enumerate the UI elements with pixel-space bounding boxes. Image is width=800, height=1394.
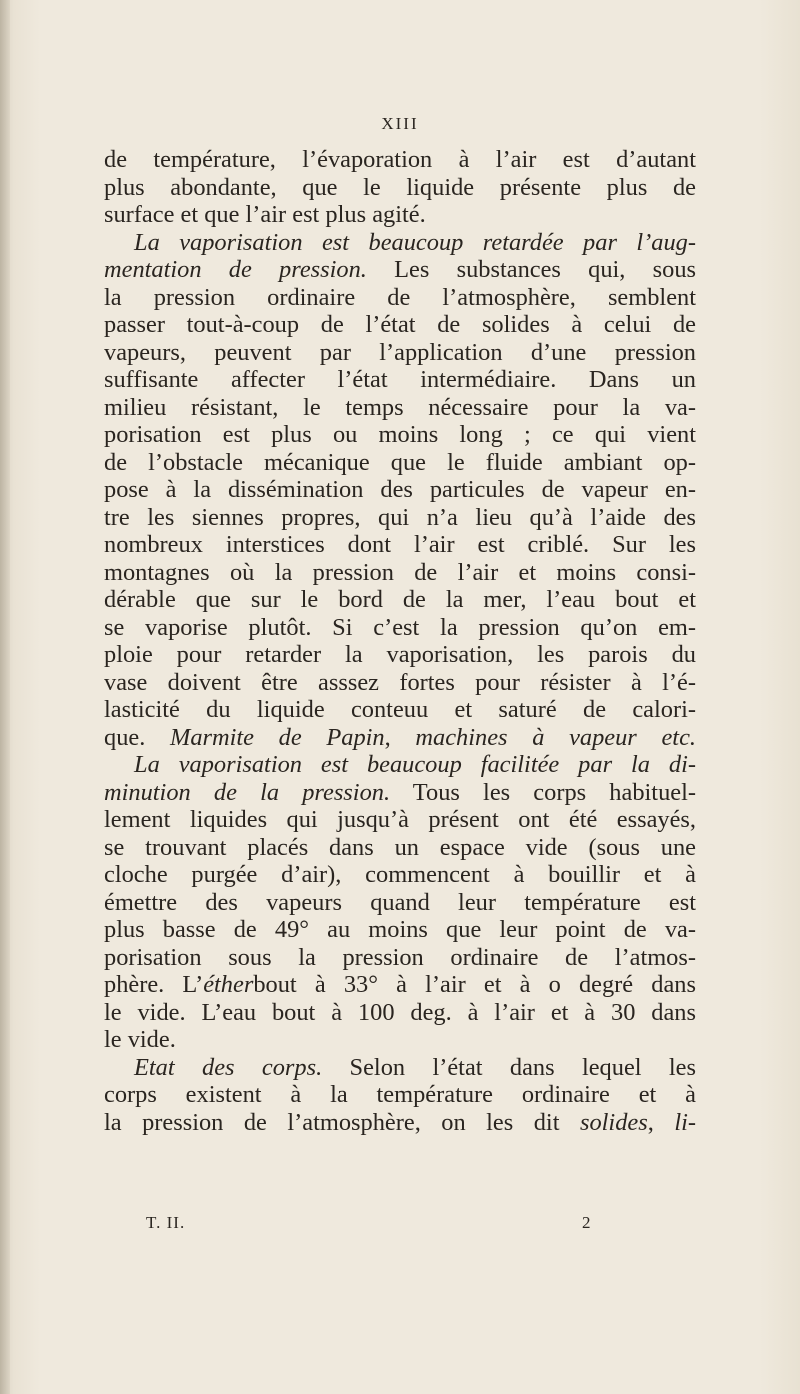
page-footer: [0, 1213, 800, 1237]
text-line: [104, 724, 696, 752]
section-heading-line: [104, 229, 696, 257]
text-line: [104, 256, 696, 284]
text-line: porisation est plus ou moins long ; ce qui vient: [104, 421, 696, 448]
text-line: [104, 779, 696, 807]
text-line: émettre des vapeurs quand leur température est: [104, 888, 696, 916]
text-line: le vide.: [104, 1026, 176, 1053]
text-run: que.: [104, 723, 170, 751]
text-run: bout à 33° à l’air et à o degré dans: [253, 971, 696, 998]
page-number: XIII: [381, 114, 419, 133]
text-line: vapeurs, peuvent par l’application d’une pression: [104, 338, 696, 366]
text-line: le vide. L’eau bout à 100 deg. à l’air et à 30 dans: [104, 998, 696, 1026]
text-line: tre les siennes propres, qui n’a lieu qu’à l’aide des: [104, 503, 696, 531]
text-line: se trouvant placés dans un espace vide (sous une: [104, 833, 696, 861]
text-line: dérable que sur le bord de la mer, l’eau bout et: [104, 586, 696, 613]
text-line: montagnes où la pression de l’air et moins consi-: [104, 558, 696, 586]
body-text: [104, 146, 696, 1136]
text-line: plus basse de 49° au moins que leur point de va-: [104, 916, 696, 943]
italic-term: solides: [579, 1108, 648, 1136]
text-line: porisation sous la pression ordinaire de l’atmos-: [104, 943, 696, 971]
text-line: surface et que l’air est plus agité.: [104, 201, 426, 228]
text-line: milieu résistant, le temps nécessaire pour la va-: [104, 393, 696, 421]
text-line: de température, l’évaporation à l’air est d’autant: [104, 146, 696, 173]
text-line: se vaporise plutôt. Si c’est la pression qu’on em-: [104, 613, 696, 641]
volume-marker: T. II.: [146, 1213, 186, 1232]
text-line: nombreux interstices dont l’air est criblé. Sur les: [104, 531, 696, 558]
text-line: plus abondante, que le liquide présente plus de: [104, 173, 696, 201]
text-line: lasticité du liquide conteuu et saturé de calori-: [104, 696, 696, 723]
text-run: Les substances qui, sous: [366, 256, 697, 283]
italic-term: li-: [674, 1108, 696, 1136]
text-run: Tous les corps habituel-: [390, 778, 696, 806]
italic-heading: La vaporisation est beaucoup facilitée par la di-: [134, 751, 696, 778]
text-line: corps existent à la température ordinaire et à: [104, 1081, 696, 1108]
signature-mark: 2: [582, 1213, 592, 1232]
italic-heading: mentation de pression.: [104, 256, 367, 283]
text-line: pose à la dissémination des particules de vapeur en-: [104, 476, 696, 503]
text-line: de l’obstacle mécanique que le fluide ambiant op-: [104, 448, 696, 476]
italic-term: Marmite de Papin: [170, 723, 385, 751]
italic-heading: Etat des corps.: [134, 1053, 323, 1081]
text-line: lement liquides qui jusqu’à présent ont été essayés,: [104, 806, 696, 833]
text-run: ,: [384, 723, 416, 751]
text-run: ,: [647, 1108, 675, 1136]
text-line: suffisante affecter l’état intermédiaire. Dans un: [104, 366, 696, 393]
italic-term: éther: [203, 971, 254, 998]
text-line: vase doivent être asssez fortes pour résister à l’é-: [104, 668, 696, 696]
text-line: cloche purgée d’air), commencent à bouillir et à: [104, 861, 696, 888]
italic-term: machines à vapeur etc.: [415, 723, 696, 751]
text-run: la pression de l’atmosphère, on les dit: [104, 1108, 580, 1136]
italic-heading: La vaporisation est beaucoup retardée par l’aug-: [134, 228, 696, 256]
text-run: phère. L’: [104, 971, 204, 998]
section-heading-line: [104, 1054, 696, 1082]
text-line: [104, 971, 696, 999]
section-heading-line: [104, 751, 696, 779]
text-line: ploie pour retarder la vaporisation, les parois du: [104, 641, 696, 668]
text-run: Selon l’état dans lequel les: [322, 1053, 697, 1081]
text-line: la pression ordinaire de l’atmosphère, semblent: [104, 283, 696, 311]
text-line: [104, 1109, 696, 1137]
text-line: passer tout-à-coup de l’état de solides à celui de: [104, 311, 696, 338]
page-binding-edge: [0, 0, 10, 1394]
italic-heading: minution de la pression.: [104, 778, 391, 806]
